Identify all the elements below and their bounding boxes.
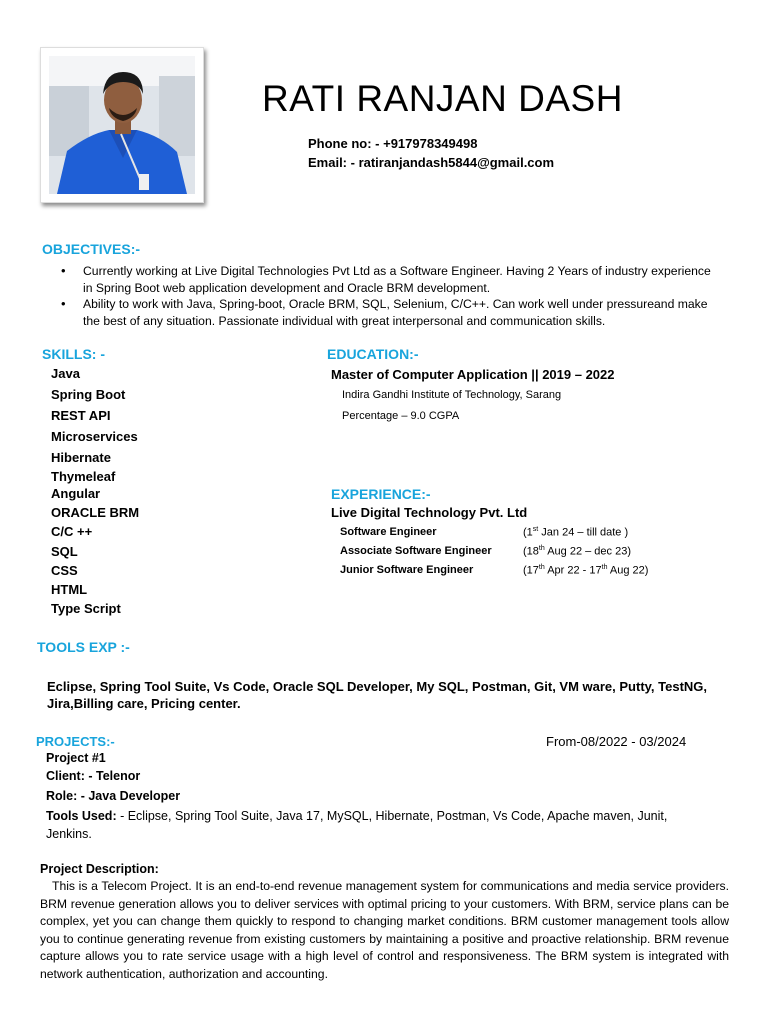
- candidate-name: RATI RANJAN DASH: [262, 78, 623, 119]
- project-number: Project #1: [46, 751, 106, 765]
- role-title: Junior Software Engineer: [340, 564, 474, 576]
- skill-item: Hibernate: [51, 450, 111, 465]
- role-title: Software Engineer: [340, 526, 437, 538]
- skill-item: Microservices: [51, 429, 138, 444]
- skill-item: Thymeleaf: [51, 469, 116, 484]
- objective-item: • Currently working at Live Digital Technologies Pvt Ltd as a Software Engineer. Having 2 Years of industry experience in Spring Boot web application development and Oracle BRM development.: [61, 263, 711, 296]
- tools-list: Eclipse, Spring Tool Suite, Vs Code, Oracle SQL Developer, My SQL, Postman, Git, VM ware, Putty, TestNG, Jira,Billing care, Pricing center.: [47, 679, 708, 711]
- objectives-list: [61, 263, 711, 329]
- objective-item: • Ability to work with Java, Spring-boot, Oracle BRM, SQL, Selenium, C/C++. Can work well under pressureand make the best of any situation. Passionate individual with great interpersonal and communication skills.: [61, 296, 711, 329]
- role-dates: (17th Apr 22 - 17th Aug 22): [523, 564, 649, 577]
- education-institute: Indira Gandhi Institute of Technology, Sarang: [342, 389, 562, 401]
- phone-number: Phone no: - +917978349498: [308, 136, 478, 151]
- skill-item: Type Script: [51, 601, 121, 616]
- skill-item: Spring Boot: [51, 387, 126, 402]
- skill-item: ORACLE BRM: [51, 505, 140, 520]
- skill-item: Java: [51, 366, 80, 381]
- project-role: Role: - Java Developer: [46, 789, 181, 803]
- objectives-heading: OBJECTIVES:-: [42, 241, 141, 257]
- projects-heading: PROJECTS:-: [36, 734, 115, 749]
- skill-item: SQL: [51, 544, 78, 559]
- skill-item: C/C ++: [51, 524, 93, 539]
- project-client: Client: - Telenor: [46, 769, 141, 783]
- skills-heading: SKILLS: -: [42, 346, 105, 362]
- email-address: Email: - ratiranjandash5844@gmail.com: [308, 155, 555, 170]
- education-heading: EDUCATION:-: [327, 346, 419, 362]
- tools-heading: TOOLS EXP :-: [37, 639, 130, 655]
- education-degree: Master of Computer Application || 2019 – 2022: [331, 367, 615, 382]
- profile-photo-frame: [40, 47, 204, 203]
- skill-item: Angular: [51, 486, 101, 501]
- project-description-heading: Project Description:: [40, 862, 159, 876]
- experience-company: Live Digital Technology Pvt. Ltd: [331, 505, 528, 520]
- project-description: This is a Telecom Project. It is an end-to-end revenue management system for communications and media service providers. BRM revenue generation allows you to deliver services with optimal pricing to your customers. With BRM, service plans can be complex, yet you can change them quickly to respond to changing market conditions. BRM customer management tools allow you to continue generating revenue from existing customers by maintaining a positive and proactive relationship. BRM revenue capture allows you to rate service usage with a high level of control and responsiveness. The BRM system is integrated with network authentication, authorization and accounting.: [40, 879, 729, 981]
- profile-photo: [49, 56, 195, 194]
- skill-item: REST API: [51, 408, 111, 423]
- education-percentage: Percentage – 9.0 CGPA: [342, 410, 460, 422]
- role-dates: (1st Jan 24 – till date ): [523, 526, 629, 539]
- skill-item: CSS: [51, 563, 78, 578]
- experience-heading: EXPERIENCE:-: [331, 486, 431, 502]
- skill-item: HTML: [51, 582, 88, 597]
- role-dates: (18th Aug 22 – dec 23): [523, 545, 631, 558]
- project-tools: Tools Used: - Eclipse, Spring Tool Suite, Java 17, MySQL, Hibernate, Postman, Vs Code, Apache maven, Junit, Jenkins.: [46, 809, 668, 841]
- project-date-range: From-08/2022 - 03/2024: [546, 734, 687, 749]
- role-title: Associate Software Engineer: [340, 545, 492, 557]
